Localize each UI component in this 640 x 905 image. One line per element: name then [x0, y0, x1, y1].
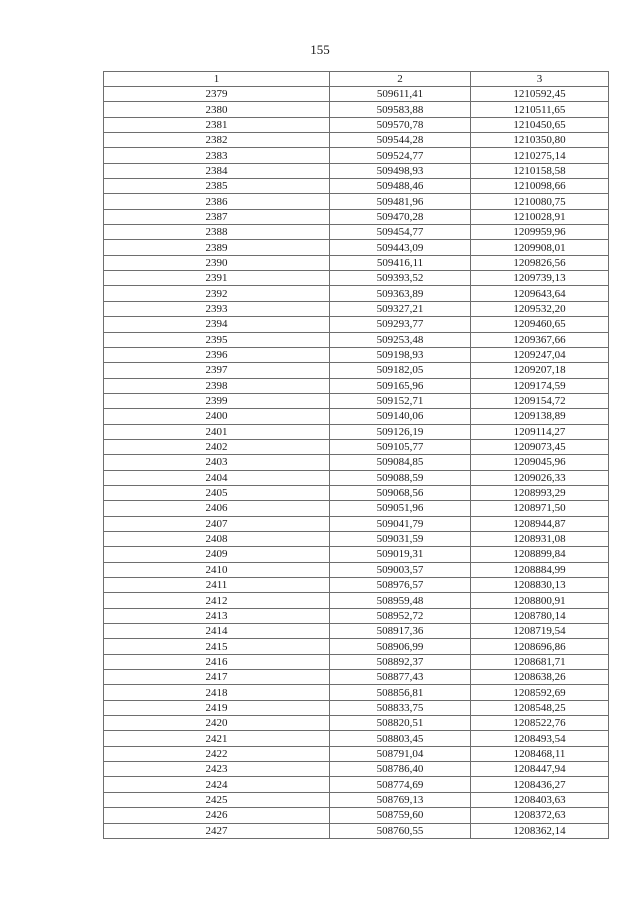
table-row — [104, 685, 609, 700]
table-cell-col-3: 1209207,18 — [471, 363, 609, 378]
table-cell-col-2: 508786,40 — [330, 762, 471, 777]
table-cell-col-3: 1210080,75 — [471, 194, 609, 209]
table-cell-col-2: 509198,93 — [330, 347, 471, 362]
table-cell-col-1: 2426 — [104, 808, 330, 823]
table-cell-col-3: 1209073,45 — [471, 439, 609, 454]
table-row — [104, 777, 609, 792]
table-cell-col-3: 1209959,96 — [471, 225, 609, 240]
table-row — [104, 501, 609, 516]
table-cell-col-2: 509126,19 — [330, 424, 471, 439]
table-cell-col-3: 1209154,72 — [471, 393, 609, 408]
table-cell-col-2: 509019,31 — [330, 547, 471, 562]
table-cell-col-1: 2421 — [104, 731, 330, 746]
table-cell-col-1: 2403 — [104, 455, 330, 470]
table-cell-col-1: 2386 — [104, 194, 330, 209]
table-cell-col-1: 2399 — [104, 393, 330, 408]
table-row — [104, 746, 609, 761]
table-row — [104, 808, 609, 823]
table-cell-col-3: 1209138,89 — [471, 409, 609, 424]
table-cell-col-3: 1208696,86 — [471, 639, 609, 654]
table-cell-col-2: 509583,88 — [330, 102, 471, 117]
table-cell-col-3: 1209826,56 — [471, 255, 609, 270]
table-cell-col-1: 2384 — [104, 163, 330, 178]
table-cell-col-1: 2400 — [104, 409, 330, 424]
table-cell-col-3: 1209460,65 — [471, 317, 609, 332]
table-cell-col-1: 2392 — [104, 286, 330, 301]
table-cell-col-2: 509470,28 — [330, 209, 471, 224]
table-cell-col-1: 2387 — [104, 209, 330, 224]
table-cell-col-1: 2405 — [104, 485, 330, 500]
table-cell-col-3: 1208468,11 — [471, 746, 609, 761]
table-row — [104, 301, 609, 316]
table-cell-col-3: 1208899,84 — [471, 547, 609, 562]
table-cell-col-1: 2417 — [104, 670, 330, 685]
table-row — [104, 762, 609, 777]
table-cell-col-1: 2390 — [104, 255, 330, 270]
table-cell-col-2: 508906,99 — [330, 639, 471, 654]
table-cell-col-1: 2414 — [104, 624, 330, 639]
table-cell-col-1: 2393 — [104, 301, 330, 316]
table-cell-col-3: 1209739,13 — [471, 271, 609, 286]
table-cell-col-1: 2408 — [104, 531, 330, 546]
table-cell-col-3: 1208971,50 — [471, 501, 609, 516]
table-cell-col-1: 2401 — [104, 424, 330, 439]
column-header-1: 1 — [104, 72, 330, 87]
table-cell-col-2: 509182,05 — [330, 363, 471, 378]
table-row — [104, 562, 609, 577]
table-cell-col-2: 508952,72 — [330, 608, 471, 623]
table-cell-col-2: 509498,93 — [330, 163, 471, 178]
table-row — [104, 547, 609, 562]
table-cell-col-1: 2402 — [104, 439, 330, 454]
table-cell-col-2: 509488,46 — [330, 179, 471, 194]
table-row — [104, 133, 609, 148]
table-row — [104, 470, 609, 485]
table-row — [104, 424, 609, 439]
table-cell-col-2: 509363,89 — [330, 286, 471, 301]
table-row — [104, 179, 609, 194]
table-row — [104, 87, 609, 102]
table-cell-col-2: 509105,77 — [330, 439, 471, 454]
table-cell-col-3: 1210350,80 — [471, 133, 609, 148]
table-cell-col-1: 2423 — [104, 762, 330, 777]
table-cell-col-3: 1208800,91 — [471, 593, 609, 608]
table-cell-col-2: 508760,55 — [330, 823, 471, 838]
table-cell-col-3: 1208447,94 — [471, 762, 609, 777]
table-cell-col-2: 508892,37 — [330, 654, 471, 669]
table-cell-col-1: 2425 — [104, 792, 330, 807]
table-cell-col-2: 509454,77 — [330, 225, 471, 240]
table-row — [104, 225, 609, 240]
table-cell-col-3: 1209174,59 — [471, 378, 609, 393]
table-cell-col-3: 1208884,99 — [471, 562, 609, 577]
table-cell-col-3: 1208719,54 — [471, 624, 609, 639]
table-cell-col-1: 2409 — [104, 547, 330, 562]
table-row — [104, 670, 609, 685]
table-cell-col-2: 509140,06 — [330, 409, 471, 424]
table-cell-col-2: 509152,71 — [330, 393, 471, 408]
table-row — [104, 731, 609, 746]
table-cell-col-3: 1210275,14 — [471, 148, 609, 163]
table-cell-col-2: 509041,79 — [330, 516, 471, 531]
table-row — [104, 271, 609, 286]
table-cell-col-3: 1208931,08 — [471, 531, 609, 546]
table-row — [104, 317, 609, 332]
table-cell-col-1: 2381 — [104, 117, 330, 132]
table-row — [104, 102, 609, 117]
table-cell-col-2: 509393,52 — [330, 271, 471, 286]
table-cell-col-3: 1208944,87 — [471, 516, 609, 531]
table-cell-col-3: 1209532,20 — [471, 301, 609, 316]
table-cell-col-3: 1210592,45 — [471, 87, 609, 102]
table-cell-col-3: 1208993,29 — [471, 485, 609, 500]
table-cell-col-3: 1210028,91 — [471, 209, 609, 224]
table-cell-col-2: 509293,77 — [330, 317, 471, 332]
table-cell-col-1: 2380 — [104, 102, 330, 117]
table-row — [104, 117, 609, 132]
coordinates-table — [103, 71, 609, 839]
table-row — [104, 439, 609, 454]
table-cell-col-1: 2420 — [104, 716, 330, 731]
table-cell-col-3: 1208436,27 — [471, 777, 609, 792]
table-row — [104, 409, 609, 424]
table-cell-col-2: 508833,75 — [330, 700, 471, 715]
table-cell-col-2: 508774,69 — [330, 777, 471, 792]
table-cell-col-2: 508877,43 — [330, 670, 471, 685]
table-row — [104, 194, 609, 209]
table-cell-col-2: 509165,96 — [330, 378, 471, 393]
table-cell-col-3: 1209908,01 — [471, 240, 609, 255]
table-cell-col-1: 2396 — [104, 347, 330, 362]
table-cell-col-3: 1209247,04 — [471, 347, 609, 362]
table-cell-col-1: 2411 — [104, 578, 330, 593]
table-cell-col-1: 2388 — [104, 225, 330, 240]
table-cell-col-2: 508820,51 — [330, 716, 471, 731]
table-cell-col-1: 2422 — [104, 746, 330, 761]
table-cell-col-1: 2382 — [104, 133, 330, 148]
table-cell-col-2: 508759,60 — [330, 808, 471, 823]
table-row — [104, 286, 609, 301]
table-row — [104, 823, 609, 838]
table-cell-col-1: 2398 — [104, 378, 330, 393]
table-row — [104, 393, 609, 408]
table-body — [104, 87, 609, 839]
table-cell-col-2: 509084,85 — [330, 455, 471, 470]
table-cell-col-1: 2406 — [104, 501, 330, 516]
page-number: 155 — [310, 42, 330, 57]
table-cell-col-3: 1208592,69 — [471, 685, 609, 700]
table-cell-col-1: 2404 — [104, 470, 330, 485]
table-row — [104, 624, 609, 639]
table-cell-col-2: 509003,57 — [330, 562, 471, 577]
table-cell-col-2: 509031,59 — [330, 531, 471, 546]
table-cell-col-1: 2424 — [104, 777, 330, 792]
table-cell-col-3: 1209026,33 — [471, 470, 609, 485]
table-row — [104, 608, 609, 623]
table-cell-col-2: 509544,28 — [330, 133, 471, 148]
table-cell-col-2: 509481,96 — [330, 194, 471, 209]
table-cell-col-2: 509253,48 — [330, 332, 471, 347]
table-cell-col-1: 2379 — [104, 87, 330, 102]
table-cell-col-3: 1208522,76 — [471, 716, 609, 731]
table-cell-col-2: 508959,48 — [330, 593, 471, 608]
table-cell-col-3: 1208493,54 — [471, 731, 609, 746]
table-cell-col-2: 509327,21 — [330, 301, 471, 316]
table-cell-col-1: 2395 — [104, 332, 330, 347]
table-cell-col-3: 1209367,66 — [471, 332, 609, 347]
table-cell-col-3: 1210158,58 — [471, 163, 609, 178]
table-cell-col-1: 2427 — [104, 823, 330, 838]
table-row — [104, 378, 609, 393]
table-cell-col-3: 1208830,13 — [471, 578, 609, 593]
table-row — [104, 700, 609, 715]
column-header-2: 2 — [330, 72, 471, 87]
table-cell-col-1: 2394 — [104, 317, 330, 332]
table-cell-col-1: 2397 — [104, 363, 330, 378]
table-cell-col-3: 1209114,27 — [471, 424, 609, 439]
table-cell-col-2: 509570,78 — [330, 117, 471, 132]
table-cell-col-3: 1208362,14 — [471, 823, 609, 838]
table-cell-col-2: 509416,11 — [330, 255, 471, 270]
table-cell-col-3: 1209045,96 — [471, 455, 609, 470]
table-cell-col-3: 1208681,71 — [471, 654, 609, 669]
table-row — [104, 578, 609, 593]
table-cell-col-1: 2413 — [104, 608, 330, 623]
table-cell-col-1: 2415 — [104, 639, 330, 654]
table-cell-col-2: 509524,77 — [330, 148, 471, 163]
table-row — [104, 455, 609, 470]
table-cell-col-2: 509051,96 — [330, 501, 471, 516]
table-cell-col-1: 2418 — [104, 685, 330, 700]
table-cell-col-3: 1208638,26 — [471, 670, 609, 685]
table-cell-col-3: 1210511,65 — [471, 102, 609, 117]
table-cell-col-3: 1209643,64 — [471, 286, 609, 301]
table-cell-col-2: 508803,45 — [330, 731, 471, 746]
table-row — [104, 531, 609, 546]
table-cell-col-2: 509068,56 — [330, 485, 471, 500]
table-cell-col-1: 2412 — [104, 593, 330, 608]
coordinates-table-wrapper — [103, 71, 608, 839]
table-cell-col-3: 1210098,66 — [471, 179, 609, 194]
table-cell-col-3: 1208403,63 — [471, 792, 609, 807]
table-row — [104, 347, 609, 362]
table-row — [104, 163, 609, 178]
table-cell-col-2: 509443,09 — [330, 240, 471, 255]
table-cell-col-1: 2383 — [104, 148, 330, 163]
table-row — [104, 792, 609, 807]
table-row — [104, 255, 609, 270]
table-row — [104, 639, 609, 654]
table-row — [104, 332, 609, 347]
table-cell-col-1: 2407 — [104, 516, 330, 531]
table-cell-col-2: 508791,04 — [330, 746, 471, 761]
column-header-3: 3 — [471, 72, 609, 87]
table-row — [104, 485, 609, 500]
table-cell-col-3: 1208372,63 — [471, 808, 609, 823]
table-cell-col-2: 508769,13 — [330, 792, 471, 807]
table-cell-col-1: 2389 — [104, 240, 330, 255]
table-row — [104, 716, 609, 731]
table-row — [104, 654, 609, 669]
table-cell-col-3: 1208780,14 — [471, 608, 609, 623]
table-row — [104, 516, 609, 531]
table-cell-col-3: 1210450,65 — [471, 117, 609, 132]
table-cell-col-2: 508976,57 — [330, 578, 471, 593]
table-row — [104, 593, 609, 608]
table-row — [104, 363, 609, 378]
table-cell-col-2: 509088,59 — [330, 470, 471, 485]
table-header-row — [104, 72, 609, 87]
table-row — [104, 209, 609, 224]
table-row — [104, 240, 609, 255]
table-cell-col-1: 2410 — [104, 562, 330, 577]
table-cell-col-1: 2385 — [104, 179, 330, 194]
table-cell-col-1: 2391 — [104, 271, 330, 286]
table-cell-col-1: 2416 — [104, 654, 330, 669]
table-row — [104, 148, 609, 163]
table-cell-col-2: 508917,36 — [330, 624, 471, 639]
table-cell-col-2: 509611,41 — [330, 87, 471, 102]
table-cell-col-2: 508856,81 — [330, 685, 471, 700]
table-cell-col-3: 1208548,25 — [471, 700, 609, 715]
table-cell-col-1: 2419 — [104, 700, 330, 715]
